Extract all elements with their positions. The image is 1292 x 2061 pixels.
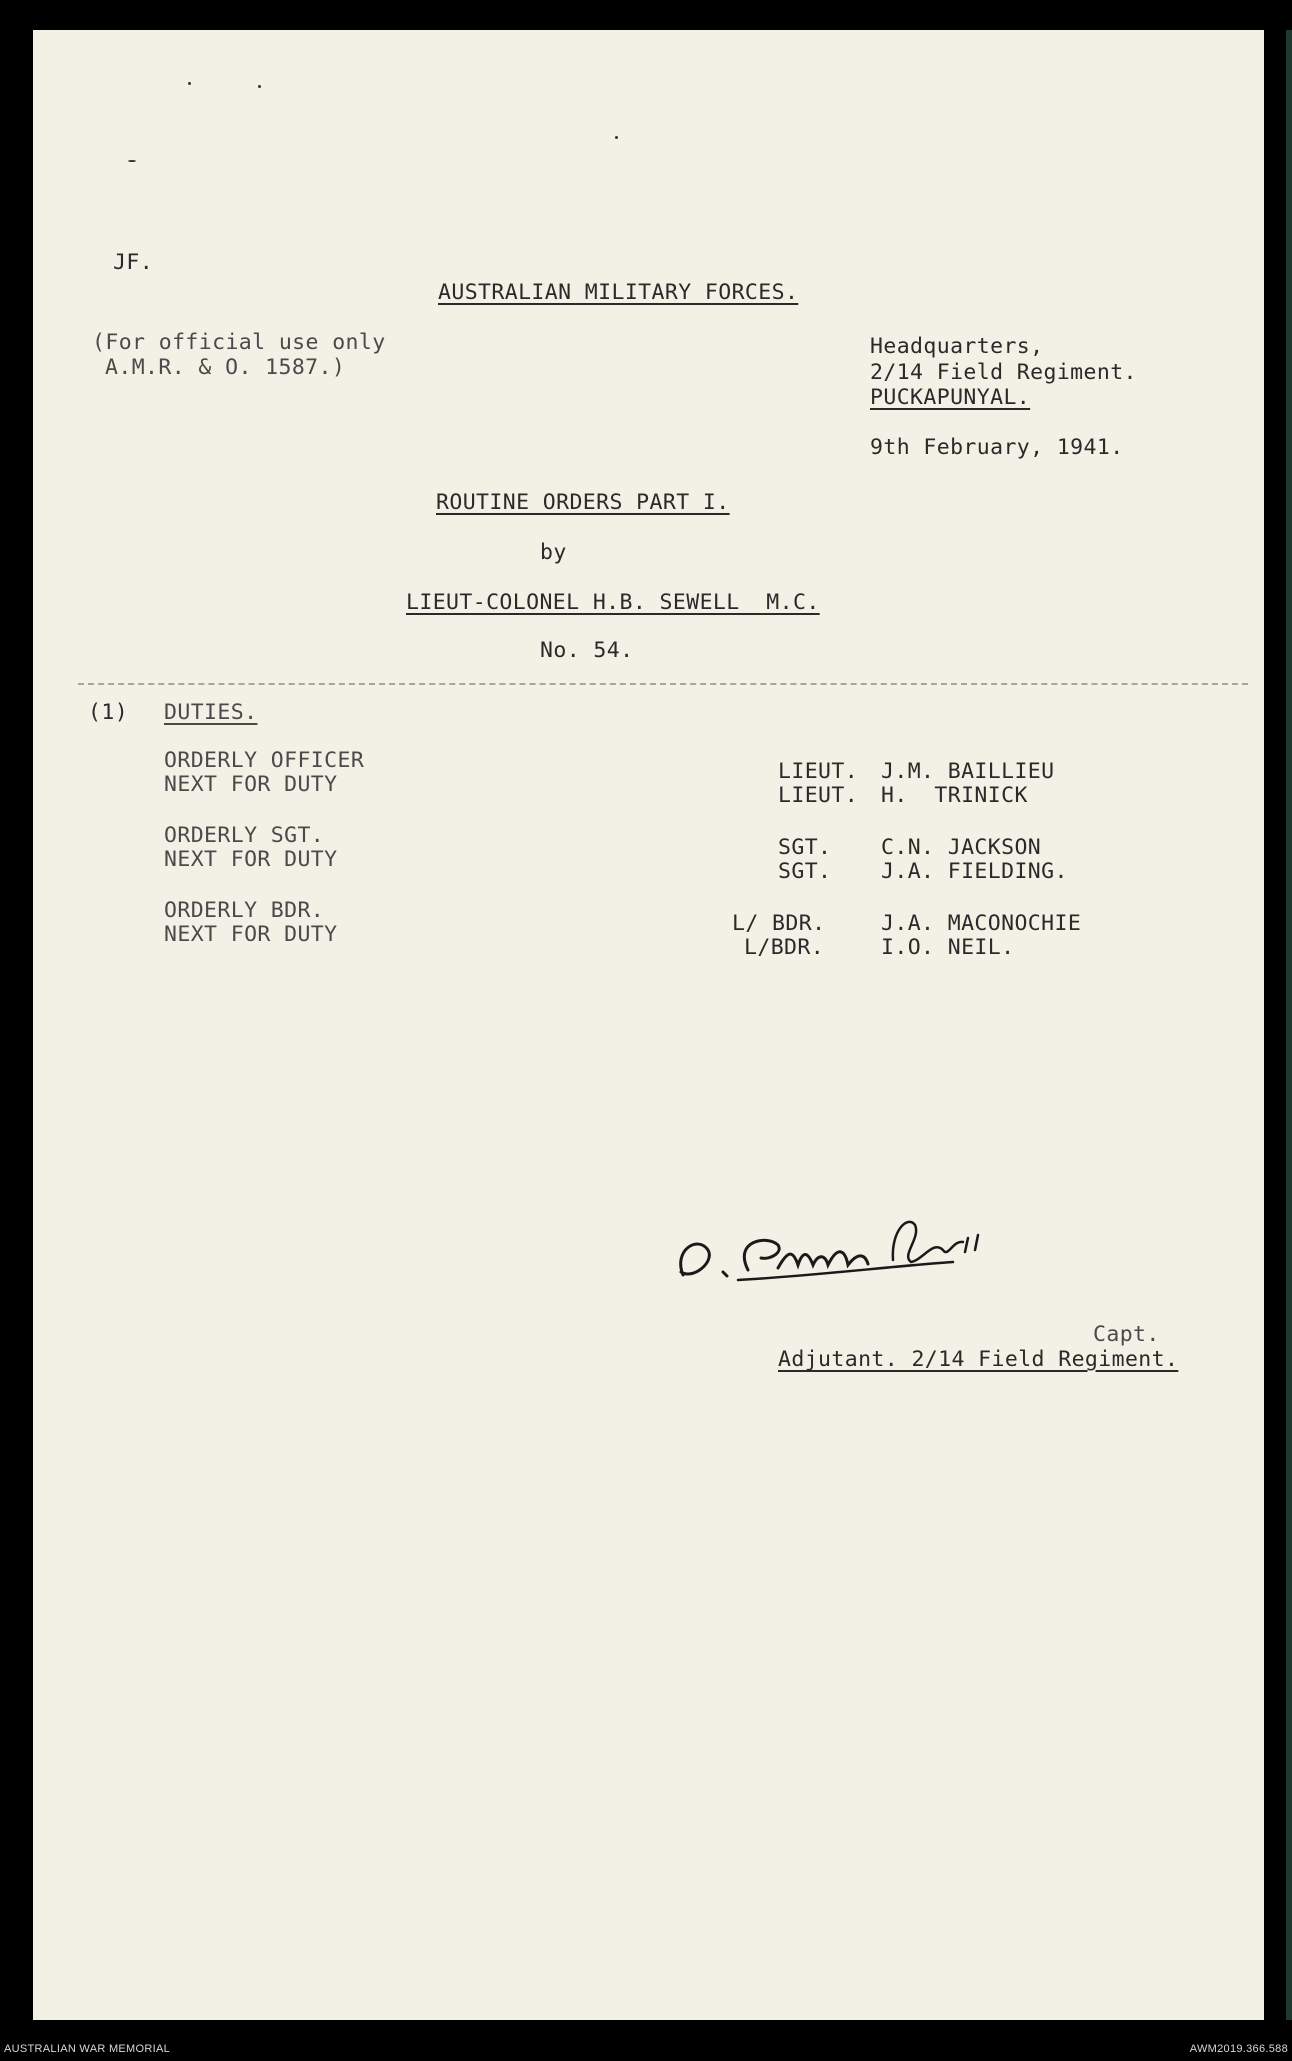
order-number: No. 54.: [540, 638, 634, 663]
section-title: DUTIES.: [164, 700, 258, 725]
duty-name: I.O. NEIL.: [881, 935, 1015, 960]
footer-id: AWM2019.366.588: [1189, 2043, 1288, 2055]
by-line: by: [540, 540, 567, 565]
document-date: 9th February, 1941.: [870, 435, 1124, 460]
footer-credit: AUSTRALIAN WAR MEMORIAL: [4, 2043, 171, 2055]
signoff-rank: Capt.: [1093, 1322, 1160, 1347]
duty-name: J.M. BAILLIEU: [881, 759, 1055, 784]
duty-rank: L/BDR.: [744, 935, 825, 960]
duty-role: ORDERLY BDR.: [164, 898, 325, 923]
paper-speck: [615, 136, 618, 139]
duty-role: NEXT FOR DUTY: [164, 922, 338, 947]
paper-edge: [1286, 30, 1292, 2020]
duty-name: J.A. FIELDING.: [881, 859, 1068, 884]
duty-rank: SGT.: [778, 859, 832, 884]
duty-name: C.N. JACKSON: [881, 835, 1042, 860]
hq-line-1: Headquarters,: [870, 334, 1044, 359]
document-heading: AUSTRALIAN MILITARY FORCES.: [438, 280, 799, 305]
orders-title: ROUTINE ORDERS PART I.: [436, 490, 730, 515]
paper-speck: [188, 82, 191, 85]
duty-rank: SGT.: [778, 835, 832, 860]
section-number: (1): [88, 700, 129, 725]
signoff-position: Adjutant. 2/14 Field Regiment.: [778, 1347, 1179, 1372]
document-page: [33, 30, 1264, 2020]
official-use-line-1: (For official use only: [92, 330, 386, 355]
paper-speck: [258, 85, 261, 88]
official-use-line-2: A.M.R. & O. 1587.): [105, 355, 346, 380]
duty-rank: L/ BDR.: [732, 911, 826, 936]
duty-role: ORDERLY OFFICER: [164, 748, 365, 773]
hq-line-2: 2/14 Field Regiment.: [870, 360, 1137, 385]
paper-speck: [128, 160, 136, 162]
handwritten-signature: [653, 1180, 1053, 1300]
reference-code: JF.: [113, 250, 154, 275]
duty-rank: LIEUT.: [778, 759, 859, 784]
duty-role: ORDERLY SGT.: [164, 823, 325, 848]
duty-role: NEXT FOR DUTY: [164, 772, 338, 797]
hq-line-3: PUCKAPUNYAL.: [870, 385, 1031, 410]
duty-role: NEXT FOR DUTY: [164, 847, 338, 872]
duty-name: H. TRINICK: [881, 783, 1028, 808]
duty-rank: LIEUT.: [778, 783, 859, 808]
commander-name: LIEUT-COLONEL H.B. SEWELL M.C.: [406, 590, 820, 615]
duty-name: J.A. MACONOCHIE: [881, 911, 1082, 936]
divider-line: [78, 683, 1248, 685]
